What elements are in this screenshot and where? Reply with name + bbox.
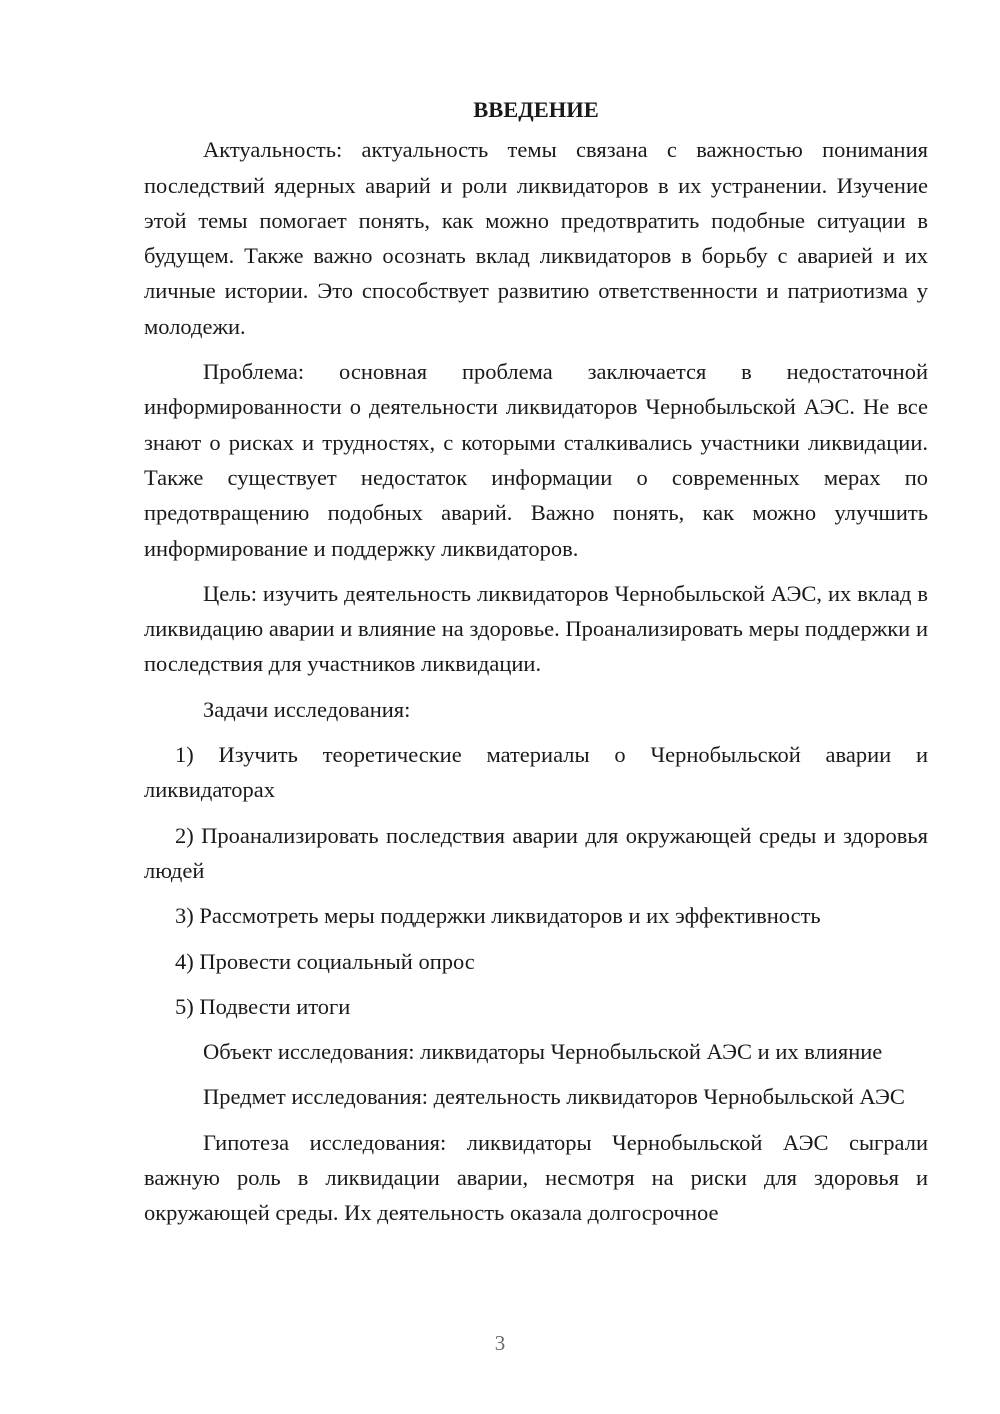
task-item: 2) Проанализировать последствия аварии для окружающей среды и здоровья людей	[144, 822, 928, 883]
relevance-paragraph: Актуальность: актуальность темы связана с важностью понимания последствий ядерных аварий и роли ликвидаторов в их устранении. Изучение этой темы помогает понять, как можно предотвратить подобные ситуации в будущем. Также важно осознать вклад ликвидаторов в борьбу с аварией и их личные истории. Это способствует развитию ответственности и патриотизма у молодежи.	[144, 137, 928, 339]
section-title: ВВЕДЕНИЕ	[473, 97, 599, 122]
page-number: 3	[494, 1331, 506, 1355]
tasks-heading: Задачи исследования:	[203, 696, 411, 722]
task-item: 4) Провести социальный опрос	[175, 948, 475, 974]
goal-paragraph: Цель: изучить деятельность ликвидаторов Чернобыльской АЭС, их вклад в ликвидацию аварии и влияние на здоровье. Проанализировать меры поддержки и последствия для участников ликвидации.	[144, 580, 928, 677]
task-item: 1) Изучить теоретические материалы о Чернобыльской аварии и ликвидаторах	[144, 742, 928, 803]
hypothesis-paragraph: Гипотеза исследования: ликвидаторы Чернобыльской АЭС сыграли важную роль в ликвидации аварии, несмотря на риски для здоровья и окружающей среды. Их деятельность оказала долгосрочное	[144, 1129, 928, 1226]
task-item: 5) Подвести итоги	[175, 993, 351, 1019]
problem-paragraph: Проблема: основная проблема заключается в недостаточной информированности о деятельности ликвидаторов Чернобыльской АЭС. Не все знают о рисках и трудностях, с которыми сталкивались участники ликвидации. Также существует недостаток информации о современных мерах по предотвращению подобных аварий. Важно понять, как можно улучшить информирование и поддержку ликвидаторов.	[144, 359, 928, 561]
subject-paragraph: Предмет исследования: деятельность ликвидаторов Чернобыльской АЭС	[203, 1084, 905, 1110]
object-paragraph: Объект исследования: ликвидаторы Чернобыльской АЭС и их влияние	[203, 1039, 883, 1065]
page-content	[144, 92, 928, 1241]
task-item: 3) Рассмотреть меры поддержки ликвидаторов и их эффективность	[175, 903, 821, 929]
